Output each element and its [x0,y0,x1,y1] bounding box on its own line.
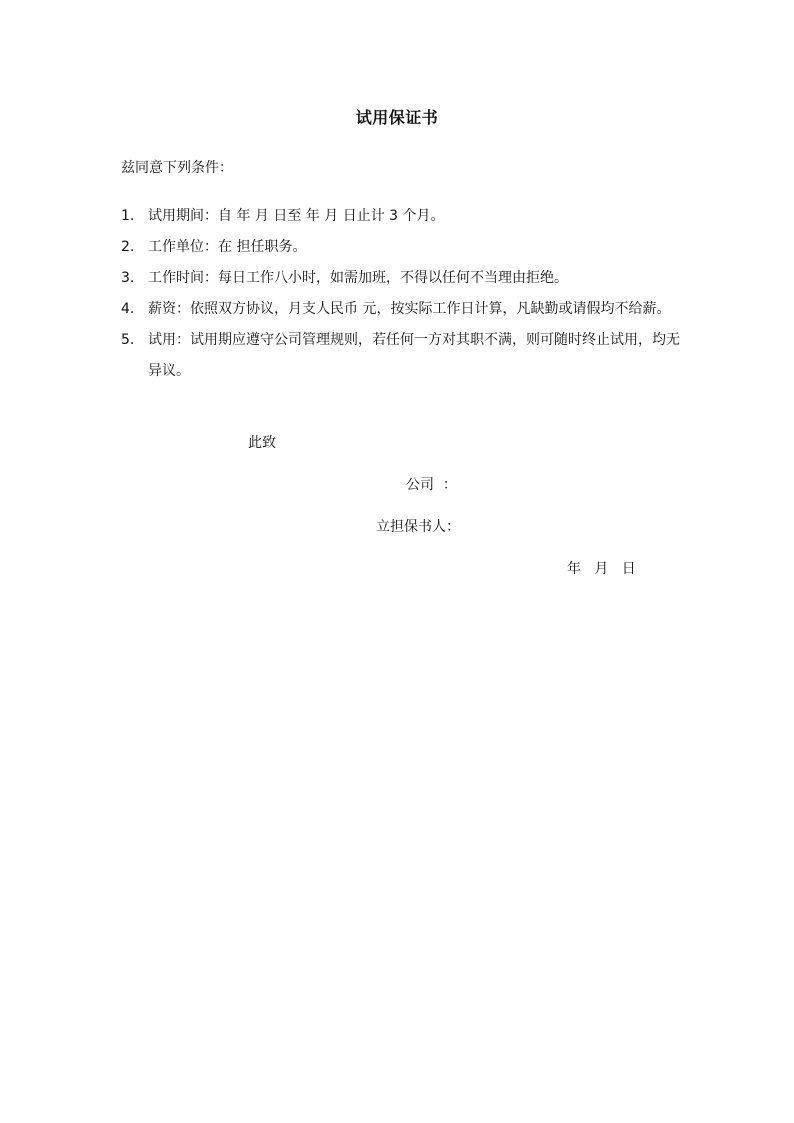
list-item [121,294,681,325]
list-item [121,201,681,232]
item-text: 工作时间：每日工作八小时，如需加班，不得以任何不当理由拒绝。 [148,270,568,286]
list-item [121,325,681,387]
item-text: 试用期间：自 年 月 日至 年 月 日止计 3 个月。 [148,208,445,224]
company-line: 公司 ： [406,477,457,493]
intro-text: 兹同意下列条件： [121,160,233,176]
item-number: 1. [121,208,135,224]
list-item [121,232,681,263]
item-number: 3. [121,270,135,286]
list-item [121,263,681,294]
item-text: 薪资：依照双方协议，月支人民币 元，按实际工作日计算，凡缺勤或请假均不给薪。 [148,301,671,317]
item-text: 工作单位：在 担任职务。 [148,239,307,255]
conditions-list [121,201,681,387]
item-number: 4. [121,301,135,317]
date-line: 年 月 日 [567,561,636,577]
item-number: 5. [121,332,135,348]
guarantor-line: 立担保书人： [376,519,460,535]
item-number: 2. [121,239,135,255]
document-title: 试用保证书 [355,108,439,127]
closing-text: 此致 [248,435,276,451]
item-text: 试用：试用期应遵守公司管理规则，若任何一方对其职不满，则可随时终止试用，均无异议。 [148,332,680,379]
